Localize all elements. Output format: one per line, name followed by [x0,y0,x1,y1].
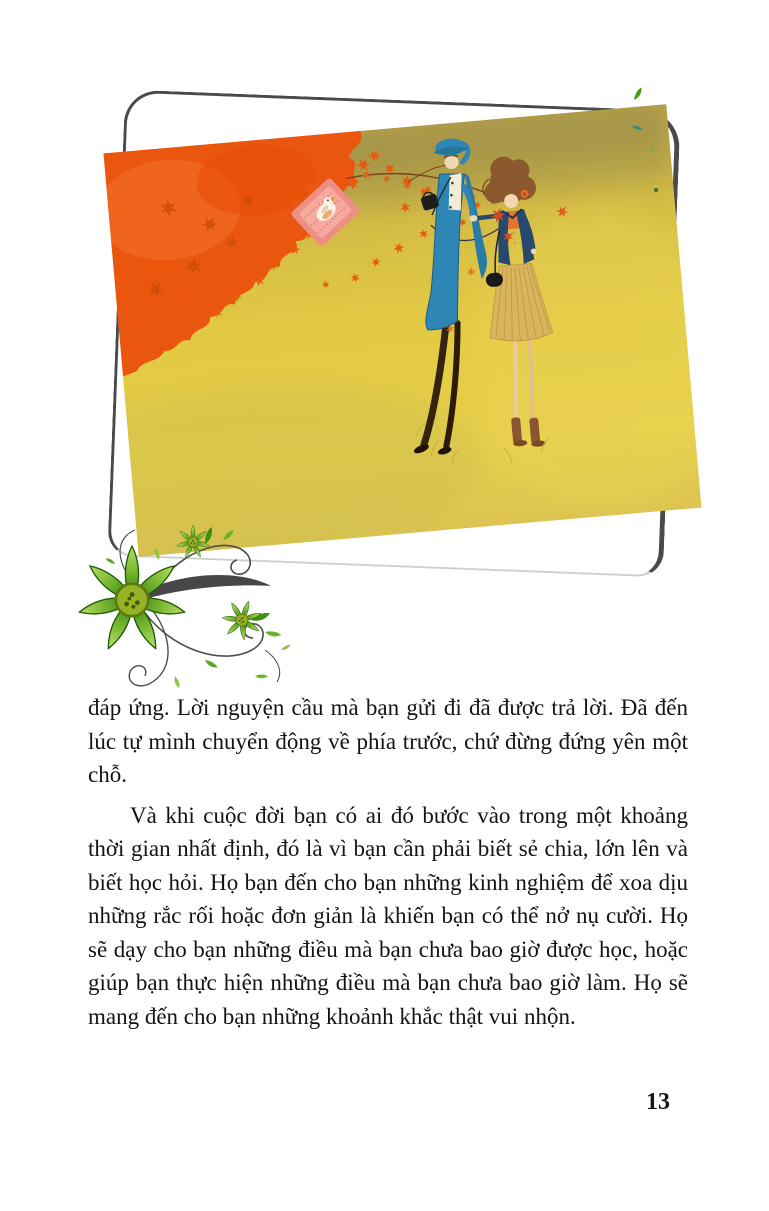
paragraph-1: đáp ứng. Lời nguyện cầu mà bạn gửi đi đã được trả lời. Đã đến lúc tự mình chuyển động về phía trước, chứ đừng đứng yên một chỗ. [88,695,688,787]
paragraph-2: Và khi cuộc đời bạn có ai đó bước vào trong một khoảng thời gian nhất định, đó là vì bạn cần phải biết sẻ chia, lớn lên và biết học hỏi. Họ bạn đến cho bạn những kinh nghiệm để xoa dịu những rắc rối hoặc đơn giản là khiến bạn có thể nở nụ cười. Họ sẽ dạy cho bạn những điều mà bạn chưa bao giờ được học, hoặc giúp bạn thực hiện những điều mà bạn chưa bao giờ làm. Họ sẽ mang đến cho bạn những khoảnh khắc thật vui nhộn. [88,802,688,1029]
page-number: 13 [646,1089,670,1115]
autumn-painting-svg [103,104,701,557]
body-text [88,691,688,1033]
large-flower [78,546,186,651]
autumn-photo [103,104,701,557]
small-flower-right [217,594,268,644]
